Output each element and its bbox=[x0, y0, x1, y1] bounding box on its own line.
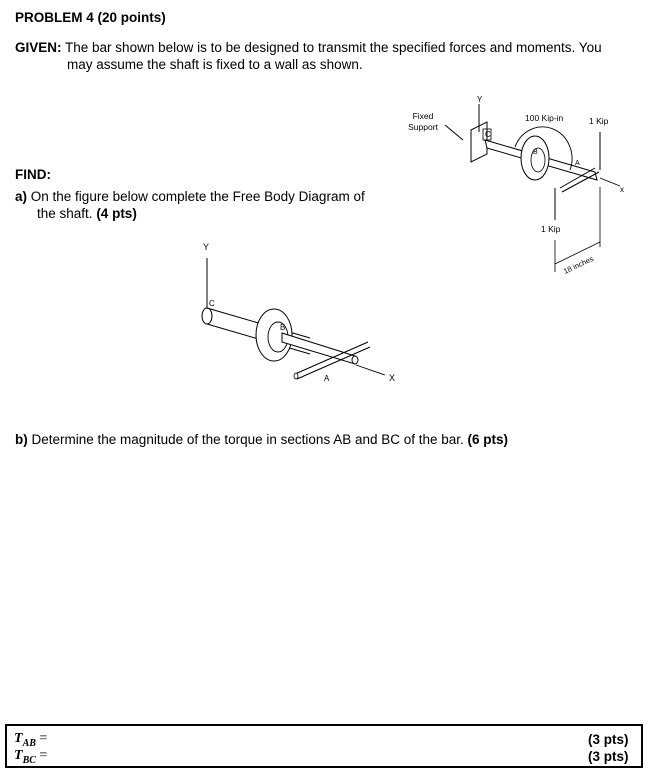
t-ab-pts: (3 pts) bbox=[588, 732, 629, 747]
force-bottom-label: 1 Kip bbox=[541, 224, 561, 234]
find-a-text-1: On the figure below complete the Free Body Diagram of bbox=[30, 189, 365, 204]
given-line-1 bbox=[15, 39, 602, 56]
fbd-x-axis-label: X bbox=[389, 373, 396, 383]
part-b-label: b) bbox=[15, 432, 28, 447]
fixed-support-label-1: Fixed bbox=[412, 111, 434, 121]
answer-box bbox=[5, 724, 643, 768]
fbd-shaft-right bbox=[282, 333, 355, 364]
fbd-shaft-tip bbox=[352, 356, 358, 364]
find-a-pts: (4 pts) bbox=[96, 206, 137, 221]
given-text-1: The bar shown below is to be designed to transmit the specified forces and moments. You bbox=[65, 40, 602, 55]
support-leader-line bbox=[445, 125, 463, 140]
find-label: FIND: bbox=[15, 167, 51, 182]
fbd-shaft-end bbox=[202, 308, 212, 324]
fbd-x-axis-line bbox=[356, 365, 385, 375]
loaded-shaft-figure bbox=[395, 92, 645, 282]
t-bc-pts: (3 pts) bbox=[588, 749, 629, 764]
x-axis-line bbox=[600, 178, 620, 186]
y-axis-label: Y bbox=[477, 95, 483, 104]
find-a-line-1 bbox=[15, 188, 365, 205]
free-body-diagram-figure bbox=[190, 238, 410, 388]
force-top-label: 1 Kip bbox=[589, 116, 609, 126]
x-axis-label: x bbox=[620, 185, 624, 194]
fbd-arm-end bbox=[294, 373, 298, 379]
given-text-2: may assume the shaft is fixed to a wall as shown. bbox=[67, 57, 363, 72]
find-a-label: a) bbox=[15, 189, 28, 204]
part-b-text: Determine the magnitude of the torque in sections AB and BC of the bar. bbox=[31, 432, 464, 447]
t-bc-row[interactable]: $T_{BC}$ = bbox=[14, 748, 48, 766]
point-b-label: B bbox=[533, 149, 538, 156]
fixed-support-label-2: Support bbox=[408, 122, 438, 132]
point-c-label: C bbox=[485, 130, 491, 139]
t-ab-row[interactable]: $T_{AB}$ = bbox=[14, 731, 48, 749]
find-a-line-2 bbox=[37, 205, 137, 222]
part-b-pts: (6 pts) bbox=[467, 432, 509, 447]
given-label: GIVEN: bbox=[15, 40, 62, 55]
point-a-label: A bbox=[575, 160, 580, 167]
part-b-line bbox=[15, 431, 508, 448]
find-a-text-2: the shaft. bbox=[37, 206, 93, 221]
fbd-point-b-label: B bbox=[280, 323, 286, 332]
fbd-point-a-label: A bbox=[324, 374, 330, 383]
dimension-label: 18 inches bbox=[562, 254, 595, 276]
fbd-point-c-label: C bbox=[209, 299, 215, 308]
problem-title: PROBLEM 4 (20 points) bbox=[15, 10, 166, 25]
moment-label: 100 Kip-in bbox=[525, 113, 564, 123]
fbd-y-axis-label: Y bbox=[203, 242, 210, 252]
